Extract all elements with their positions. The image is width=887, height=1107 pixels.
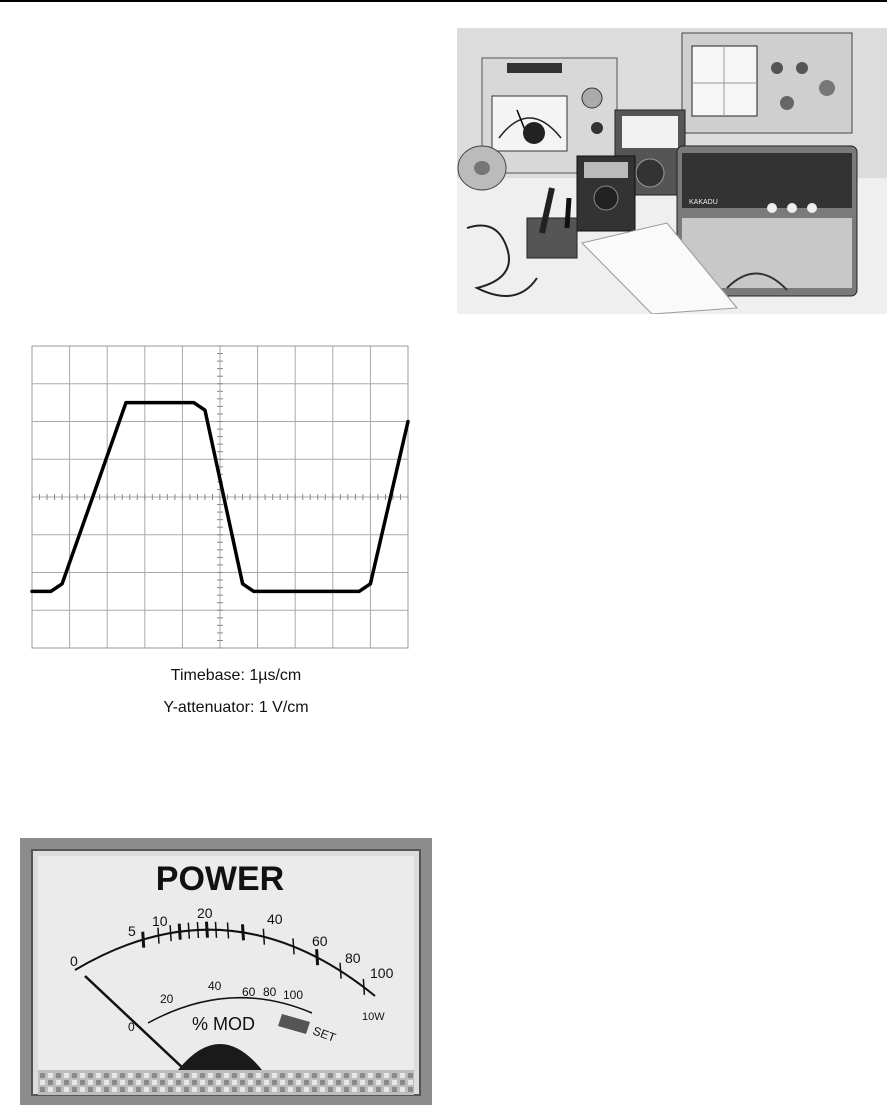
lens-texture-cell	[184, 1073, 189, 1078]
lens-texture-cell	[304, 1073, 309, 1078]
y-attenuator-caption: Y-attenuator: 1 V/cm	[163, 699, 309, 716]
lens-texture-cell	[400, 1073, 405, 1078]
lens-texture-cell	[72, 1073, 77, 1078]
lens-texture-cell	[360, 1087, 365, 1092]
lens-texture-cell	[320, 1087, 325, 1092]
lens-texture-cell	[152, 1080, 157, 1085]
meter-scale-tick	[170, 925, 171, 941]
lens-texture-cell	[376, 1080, 381, 1085]
lens-texture-cell	[208, 1073, 213, 1078]
upper-label-10: 10	[152, 913, 168, 929]
page-top-rule	[0, 0, 887, 2]
lens-texture-cell	[56, 1087, 61, 1092]
lower-label-100: 100	[283, 988, 304, 1002]
lens-texture-cell	[40, 1080, 45, 1085]
lens-texture-cell	[232, 1087, 237, 1092]
upper-label-100: 100	[370, 965, 394, 981]
lens-texture-cell	[248, 1087, 253, 1092]
lens-texture-cell	[96, 1087, 101, 1092]
lens-texture-cell	[176, 1087, 181, 1092]
lens-texture-cell	[384, 1080, 389, 1085]
lens-texture-cell	[400, 1080, 405, 1085]
lens-texture-cell	[272, 1073, 277, 1078]
meter-scale-tick	[363, 979, 364, 995]
lens-texture-cell	[200, 1080, 205, 1085]
lens-texture-cell	[352, 1073, 357, 1078]
lens-texture-cell	[264, 1073, 269, 1078]
radio-brand-label: KAKADU	[689, 199, 718, 206]
lens-texture-cell	[304, 1080, 309, 1085]
lens-texture-cell	[248, 1080, 253, 1085]
lens-texture-cell	[280, 1073, 285, 1078]
lens-texture-cell	[160, 1087, 165, 1092]
lens-texture-cell	[216, 1080, 221, 1085]
meter-scale-tick	[215, 922, 216, 938]
lens-texture-cell	[216, 1073, 221, 1078]
meter-scale-tick	[228, 923, 229, 939]
lens-texture-cell	[40, 1073, 45, 1078]
lens-texture-cell	[64, 1087, 69, 1092]
meter-scale-tick	[143, 932, 144, 948]
lower-label-40: 40	[208, 979, 222, 993]
lens-texture-cell	[408, 1073, 413, 1078]
lens-texture-cell	[336, 1087, 341, 1092]
meter-scale-tick	[206, 922, 207, 938]
upper-unit-label: 10W	[362, 1011, 385, 1023]
lens-texture-cell	[216, 1087, 221, 1092]
upper-label-80: 80	[345, 950, 361, 966]
lens-texture-cell	[64, 1073, 69, 1078]
meter-title: POWER	[155, 860, 285, 898]
lens-texture-cell	[136, 1087, 141, 1092]
lens-texture-cell	[104, 1073, 109, 1078]
mod-label: % MOD	[192, 1014, 255, 1034]
lens-texture-cell	[168, 1073, 173, 1078]
lens-texture-cell	[120, 1073, 125, 1078]
lens-texture-cell	[296, 1073, 301, 1078]
lens-texture-cell	[48, 1073, 53, 1078]
lens-texture-cell	[120, 1080, 125, 1085]
lens-texture-cell	[248, 1073, 253, 1078]
lens-texture-cell	[272, 1087, 277, 1092]
lens-texture-cell	[184, 1087, 189, 1092]
lens-texture-cell	[120, 1087, 125, 1092]
lens-texture-cell	[352, 1087, 357, 1092]
lens-texture-cell	[360, 1080, 365, 1085]
lens-texture-cell	[240, 1080, 245, 1085]
lens-texture-cell	[88, 1087, 93, 1092]
meter-scale-tick	[293, 938, 294, 954]
lens-texture-cell	[176, 1080, 181, 1085]
lens-texture-cell	[144, 1087, 149, 1092]
lens-texture-cell	[264, 1080, 269, 1085]
meter-scale-tick	[263, 929, 264, 945]
lens-texture-cell	[376, 1087, 381, 1092]
lens-texture-cell	[328, 1087, 333, 1092]
meter-scale-tick	[197, 922, 198, 938]
lens-texture-cell	[56, 1073, 61, 1078]
lens-texture-cell	[80, 1080, 85, 1085]
lens-texture-cell	[88, 1080, 93, 1085]
lens-texture-cell	[296, 1080, 301, 1085]
meter-scale-tick	[188, 923, 189, 939]
lens-texture-cell	[144, 1073, 149, 1078]
upper-label-5: 5	[128, 923, 136, 939]
lens-texture-cell	[40, 1087, 45, 1092]
lens-texture-cell	[272, 1080, 277, 1085]
lens-texture-cell	[304, 1087, 309, 1092]
lens-texture-cell	[408, 1087, 413, 1092]
lens-texture-cell	[128, 1080, 133, 1085]
lens-texture-cell	[232, 1073, 237, 1078]
lens-texture-cell	[320, 1073, 325, 1078]
meter-scale-tick	[158, 928, 159, 944]
lens-texture-cell	[288, 1073, 293, 1078]
lens-texture-cell	[136, 1073, 141, 1078]
lens-texture-cell	[64, 1080, 69, 1085]
bench-equipment-photo	[457, 28, 887, 314]
lens-texture-cell	[256, 1087, 261, 1092]
digital-multimeter	[577, 156, 635, 231]
lens-texture-cell	[288, 1080, 293, 1085]
lens-texture-cell	[104, 1087, 109, 1092]
lens-texture-cell	[48, 1080, 53, 1085]
lens-texture-cell	[320, 1080, 325, 1085]
lens-texture-cell	[256, 1080, 261, 1085]
upper-label-40: 40	[267, 911, 283, 927]
lens-texture-cell	[192, 1080, 197, 1085]
lens-texture-cell	[48, 1087, 53, 1092]
meter-scale-tick	[317, 949, 318, 965]
lens-texture-cell	[312, 1087, 317, 1092]
meter-scale-tick	[179, 924, 180, 940]
lens-texture-cell	[368, 1073, 373, 1078]
lens-texture-cell	[224, 1073, 229, 1078]
upper-label-0: 0	[70, 953, 78, 969]
meter-scale-tick	[340, 963, 341, 979]
lens-texture-cell	[200, 1087, 205, 1092]
lens-texture-cell	[128, 1087, 133, 1092]
lens-texture-cell	[352, 1080, 357, 1085]
lens-texture-cell	[224, 1087, 229, 1092]
lens-texture-cell	[224, 1080, 229, 1085]
lens-texture-cell	[264, 1087, 269, 1092]
lens-texture-cell	[344, 1080, 349, 1085]
lens-texture-cell	[408, 1080, 413, 1085]
set-label: SET	[310, 1023, 338, 1045]
lens-texture-cell	[256, 1073, 261, 1078]
lens-texture-cell	[160, 1073, 165, 1078]
lens-texture-cell	[104, 1080, 109, 1085]
lens-texture-cell	[360, 1073, 365, 1078]
lens-texture-cell	[112, 1087, 117, 1092]
lens-texture-cell	[240, 1073, 245, 1078]
lens-texture-cell	[96, 1080, 101, 1085]
lens-texture-cell	[88, 1073, 93, 1078]
lens-texture-cell	[176, 1073, 181, 1078]
lens-texture-cell	[312, 1073, 317, 1078]
lens-texture-cell	[392, 1087, 397, 1092]
lens-texture-cell	[184, 1080, 189, 1085]
lens-texture-cell	[368, 1087, 373, 1092]
lens-texture-cell	[168, 1080, 173, 1085]
lens-texture-cell	[240, 1087, 245, 1092]
lens-texture-cell	[192, 1073, 197, 1078]
lens-texture-cell	[280, 1087, 285, 1092]
oscilloscope-trace-chart	[28, 345, 412, 652]
lens-texture-cell	[312, 1080, 317, 1085]
lens-texture-cell	[160, 1080, 165, 1085]
lens-texture-cell	[344, 1087, 349, 1092]
lens-texture-cell	[144, 1080, 149, 1085]
lower-label-0: 0	[128, 1020, 135, 1034]
lens-texture-cell	[152, 1087, 157, 1092]
lens-texture-cell	[384, 1087, 389, 1092]
lens-texture-cell	[152, 1073, 157, 1078]
lens-texture-cell	[376, 1073, 381, 1078]
lens-texture-cell	[336, 1073, 341, 1078]
lens-texture-cell	[56, 1080, 61, 1085]
lens-texture-cell	[400, 1087, 405, 1092]
lens-texture-cell	[112, 1073, 117, 1078]
lens-texture-cell	[136, 1080, 141, 1085]
lens-texture-cell	[392, 1073, 397, 1078]
lower-label-20: 20	[160, 992, 174, 1006]
lens-texture-cell	[168, 1087, 173, 1092]
lens-texture-cell	[280, 1080, 285, 1085]
lens-texture-cell	[112, 1080, 117, 1085]
lens-texture-cell	[328, 1080, 333, 1085]
meter-scale-tick	[242, 924, 243, 940]
lens-texture-cell	[80, 1087, 85, 1092]
timebase-caption: Timebase: 1µs/cm	[170, 667, 302, 684]
lens-texture-cell	[96, 1073, 101, 1078]
lens-texture-cell	[208, 1080, 213, 1085]
lens-texture-cell	[384, 1073, 389, 1078]
lens-texture-cell	[208, 1087, 213, 1092]
lens-texture-cell	[288, 1087, 293, 1092]
upper-label-20: 20	[197, 905, 213, 921]
lens-texture-cell	[200, 1073, 205, 1078]
upper-label-60: 60	[312, 933, 328, 949]
lens-texture-cell	[336, 1080, 341, 1085]
lower-label-80: 80	[263, 985, 277, 999]
lens-texture-cell	[368, 1080, 373, 1085]
solder-reel	[458, 146, 506, 190]
lens-texture-cell	[72, 1087, 77, 1092]
lens-texture-cell	[192, 1087, 197, 1092]
power-meter-photo	[20, 838, 432, 1105]
oscilloscope	[682, 33, 852, 133]
lens-texture-cell	[128, 1073, 133, 1078]
lens-texture-cell	[80, 1073, 85, 1078]
lens-texture-cell	[72, 1080, 77, 1085]
lens-texture-cell	[328, 1073, 333, 1078]
lens-texture-cell	[232, 1080, 237, 1085]
lens-texture-cell	[392, 1080, 397, 1085]
lens-texture-cell	[344, 1073, 349, 1078]
lower-label-60: 60	[242, 985, 256, 999]
lens-texture-cell	[296, 1087, 301, 1092]
